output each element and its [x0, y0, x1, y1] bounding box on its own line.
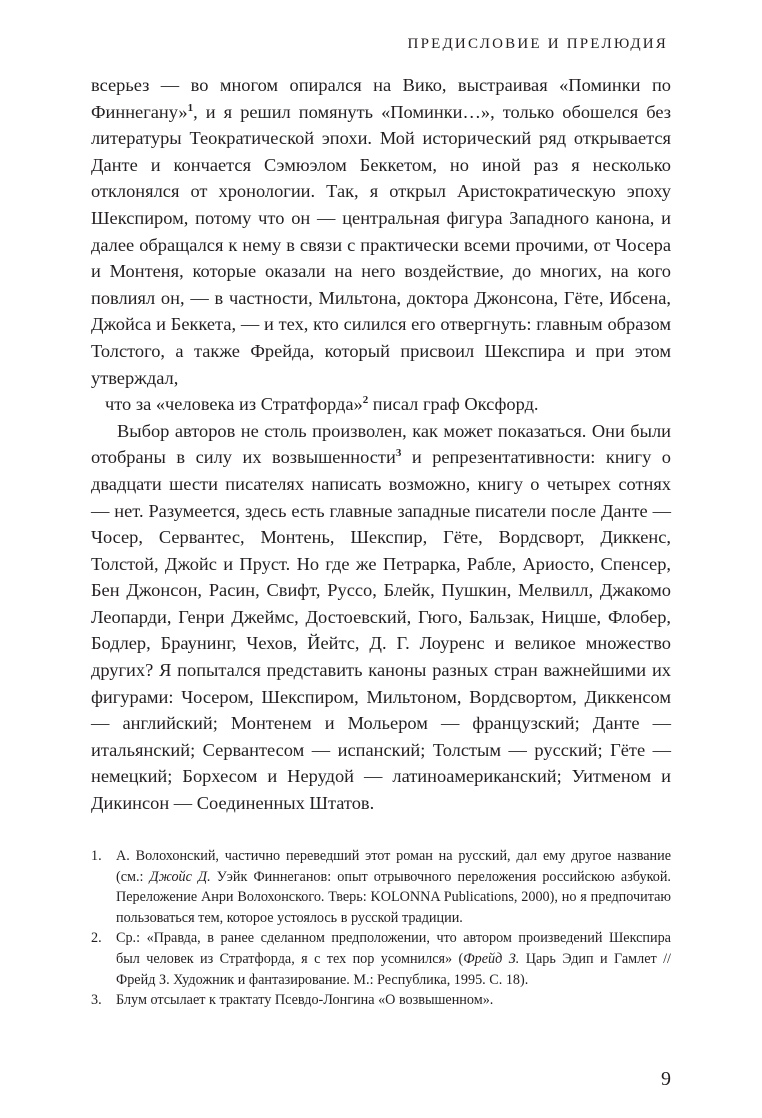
footnote-number: 2.: [91, 930, 102, 947]
paragraph-1-text-b: , и я решил помянуть «Поминки…», только обошелся без литературы Теократической эпохи. Мой исторический ряд открывается Данте и кончается Сэмюэлом Беккетом, но иной раз я несколько отклонялся от хронологии. Так, я открыл Аристократическую эпоху Шекспиром, потому что он — центральная фигура Западного канона, и далее обращался к нему в связи с практически всеми прочими, от Чосера и Монтеня, которые оказали на него воздействие, до многих, на кого повлиял он, — в частности, Мильтона, доктора Джонсона, Гёте, Ибсена, Джойса и Беккета, — и тех, кто силился его отвергнуть: главным образом Толстого, а также Фрейда, который присвоил Шекспира и при этом утверждал,: [91, 101, 671, 388]
footnote-number: 1.: [91, 848, 102, 864]
footnote-3: [91, 990, 671, 1011]
footnote-text: Блум отсылает к трактату Псевдо-Лонгина «О возвышенном».: [116, 992, 494, 1009]
footnote-author-italic: Джойс Д.: [149, 868, 211, 885]
paragraph-2: [91, 418, 671, 817]
footnote-text: А. Волохонский, частично переведший этот роман на русский, дал ему другое название (см.:: [116, 848, 671, 885]
footnote-1: [91, 846, 671, 928]
paragraph-1-text-a: всерьез — во многом опирался на Вико, выстраивая «Поминки по Финнегану»: [91, 75, 671, 122]
paragraph-1-text-c: что за «человека из Стратфорда»: [105, 394, 363, 415]
footnote-text: Царь Эдип и Гамлет // Фрейд З. Художник и фантазирование. М.: Республика, 1995. С. 18).: [116, 950, 671, 988]
footnote-ref-1[interactable]: 1: [187, 101, 194, 114]
running-header: ПРЕДИСЛОВИЕ И ПРЕЛЮДИЯ: [407, 36, 668, 52]
paragraph-1-end: [91, 391, 671, 418]
page-number: 9: [661, 1068, 671, 1090]
main-text: [91, 72, 671, 817]
paragraph-2-text-b: и репрезентативности: книгу о двадцати шести писателях написать возможно, книгу о четырех сотнях — нет. Разумеется, здесь есть главные западные писатели после Данте — Чосер, Сервантес, Монтень, Шекспир, Гёте, Вордсворт, Диккенс, Толстой, Джойс и Пруст. Но где же Петрарка, Рабле, Ариосто, Спенсер, Бен Джонсон, Расин, Свифт, Руссо, Блейк, Пушкин, Мелвилл, Джакомо Леопарди, Генри Джеймс, Достоевский, Гюго, Бальзак, Ницше, Флобер, Бодлер, Браунинг, Чехов, Йейтс, Д. Г. Лоуренс и великое множество других? Я попытался представить каноны разных стран важнейшими их фигурами: Чосером, Шекспиром, Мильтоном, Вордсвортом, Диккенсом — английский; Монтенем и Мольером — французский; Данте — итальянский; Сервантесом — испанский; Толстым — русский; Гёте — немецкий; Борхесом и Нерудой — латиноамериканский; Уитменом и Дикинсон — Соединенных Штатов.: [91, 447, 672, 814]
footnote-text: Ср.: «Правда, в ранее сделанном предположении, что автором произведений Шекспира был человек из Стратфорда, я с тех пор усомнился» (: [116, 930, 671, 967]
paragraph-1: [91, 72, 671, 391]
footnote-text: Уэйк Финнеганов: опыт отрывочного переложения российскою азбукой. Переложение Анри Волохонского. Тверь: KOLONNA Publications, 2000), но я предпочитаю пользоваться тем, которое устоялось в русской традиции.: [116, 868, 671, 926]
footnote-2: [91, 928, 671, 990]
footnote-ref-2[interactable]: 2: [362, 394, 369, 406]
paragraph-2-text-a: Выбор авторов не столь произволен, как может показаться. Они были отобраны в силу их возвышенности: [91, 420, 671, 468]
footnote-author-italic: Фрейд З.: [463, 950, 520, 967]
paragraph-1-text-d: писал граф Оксфорд.: [368, 394, 539, 415]
footnote-ref-3[interactable]: 3: [395, 447, 402, 460]
footnote-number: 3.: [91, 992, 102, 1009]
footnotes: [91, 846, 671, 1011]
